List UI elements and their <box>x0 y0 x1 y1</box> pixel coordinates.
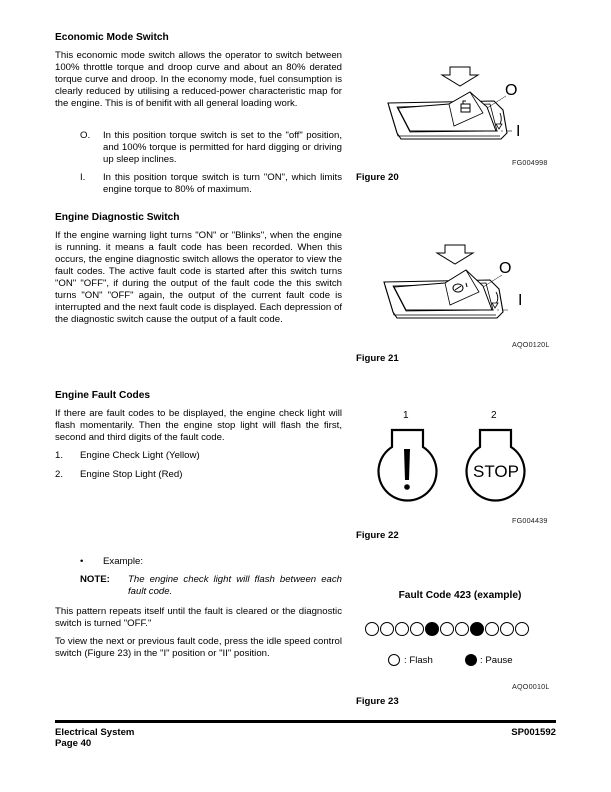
diagnostic-switch-paragraph: If the engine warning light turns "ON" or "Blinks", when the engine is running. it means a fault code has been recorded. When this occurs, the engine diagnostic switch allows the operator to view the fault codes. The active fault code is started after this switch turns "ON" "OFF", if during the output of the fault code the this switch turns "ON" "OFF" again, the output of the current fault code is interrupted and the next fault code is displayed. Each depression of the diagnostic switch cause the output of a fault code. <box>55 230 342 325</box>
pattern-paragraph: This pattern repeats itself until the fault is cleared or the diagnostic switch is turned "OFF." <box>55 606 342 629</box>
flash-legend-label: : Flash <box>404 655 433 666</box>
list-marker: 1. <box>55 450 64 461</box>
footer-rule <box>55 720 556 723</box>
fault-codes-paragraph: If there are fault codes to be displayed, the engine check light will flash momentarily. Then the engine stop light will flash the first, second and third digits of the fault code. <box>55 408 342 443</box>
list-text: In this position torque switch is set to the "off" position, and 100% torque is permitted for hard digging or driving up sleep inclines. <box>103 130 342 165</box>
list-marker: 2. <box>55 469 64 480</box>
heading-engine-diagnostic-switch: Engine Diagnostic Switch <box>55 212 180 223</box>
flash-legend-icon <box>388 654 400 666</box>
fault-code-title: Fault Code 423 (example) <box>398 590 522 601</box>
list-marker: I. <box>80 172 86 183</box>
heading-engine-fault-codes: Engine Fault Codes <box>55 390 151 401</box>
note-label: NOTE: <box>80 574 110 585</box>
bullet-marker: • <box>80 556 84 567</box>
flash-circle-icon <box>455 622 469 636</box>
figure-20-label-o: O <box>505 82 518 99</box>
flash-circle-icon <box>380 622 394 636</box>
list-text: Engine Stop Light (Red) <box>80 469 183 480</box>
pause-legend-label: : Pause <box>480 655 513 666</box>
figure-20-code: FG004998 <box>512 158 548 167</box>
bullet-text: Example: <box>103 556 143 567</box>
figure-23-caption: Figure 23 <box>356 696 399 707</box>
flash-circle-icon <box>485 622 499 636</box>
flash-circle-icon <box>395 622 409 636</box>
figure-23-code: AQO0010L <box>512 682 550 691</box>
footer-doc-id: SP001592 <box>511 727 556 738</box>
flash-circle-icon <box>515 622 529 636</box>
pause-circle-icon <box>425 622 439 636</box>
flash-circle-icon <box>365 622 379 636</box>
figure-22-code: FG004439 <box>512 516 548 525</box>
heading-economic-mode-switch: Economic Mode Switch <box>55 32 169 43</box>
figure-20-label-i: I <box>516 123 521 140</box>
note-text: The engine check light will flash between each fault code. <box>128 574 342 597</box>
light-2-label: 2 <box>491 410 497 421</box>
figure-21-code: AQO0120L <box>512 340 550 349</box>
figure-21-label-i: I <box>518 292 523 309</box>
fault-code-sequence <box>365 622 529 636</box>
stop-text: STOP <box>473 462 519 481</box>
figure-21-caption: Figure 21 <box>356 353 399 364</box>
pause-legend-icon <box>465 654 477 666</box>
flash-circle-icon <box>500 622 514 636</box>
flash-circle-icon <box>410 622 424 636</box>
figure-20-caption: Figure 20 <box>356 172 399 183</box>
footer-page: Page 40 <box>55 738 92 749</box>
engine-check-light-icon <box>378 430 436 501</box>
figure-21-label-o: O <box>499 260 512 277</box>
light-1-label: 1 <box>403 410 409 421</box>
next-code-paragraph: To view the next or previous fault code, press the idle speed control switch (Figure 23) in the "I" position or "II" position. <box>55 636 342 659</box>
footer-section: Electrical System <box>55 727 135 738</box>
figure-22-caption: Figure 22 <box>356 530 399 541</box>
flash-circle-icon <box>440 622 454 636</box>
list-text: Engine Check Light (Yellow) <box>80 450 200 461</box>
list-marker: O. <box>80 130 91 141</box>
list-text: In this position torque switch is turn "ON", which limits engine torque to 80% of maximum. <box>103 172 342 195</box>
pause-circle-icon <box>470 622 484 636</box>
economic-mode-paragraph: This economic mode switch allows the operator to switch between 100% throttle torque and droop curve and about an 80% derated torque curve and droop. In the economy mode, fuel consumption is clearly reduced by utilising a reduced-power characteristic map for the engine. This is of benifit with all general loading work. <box>55 50 342 109</box>
